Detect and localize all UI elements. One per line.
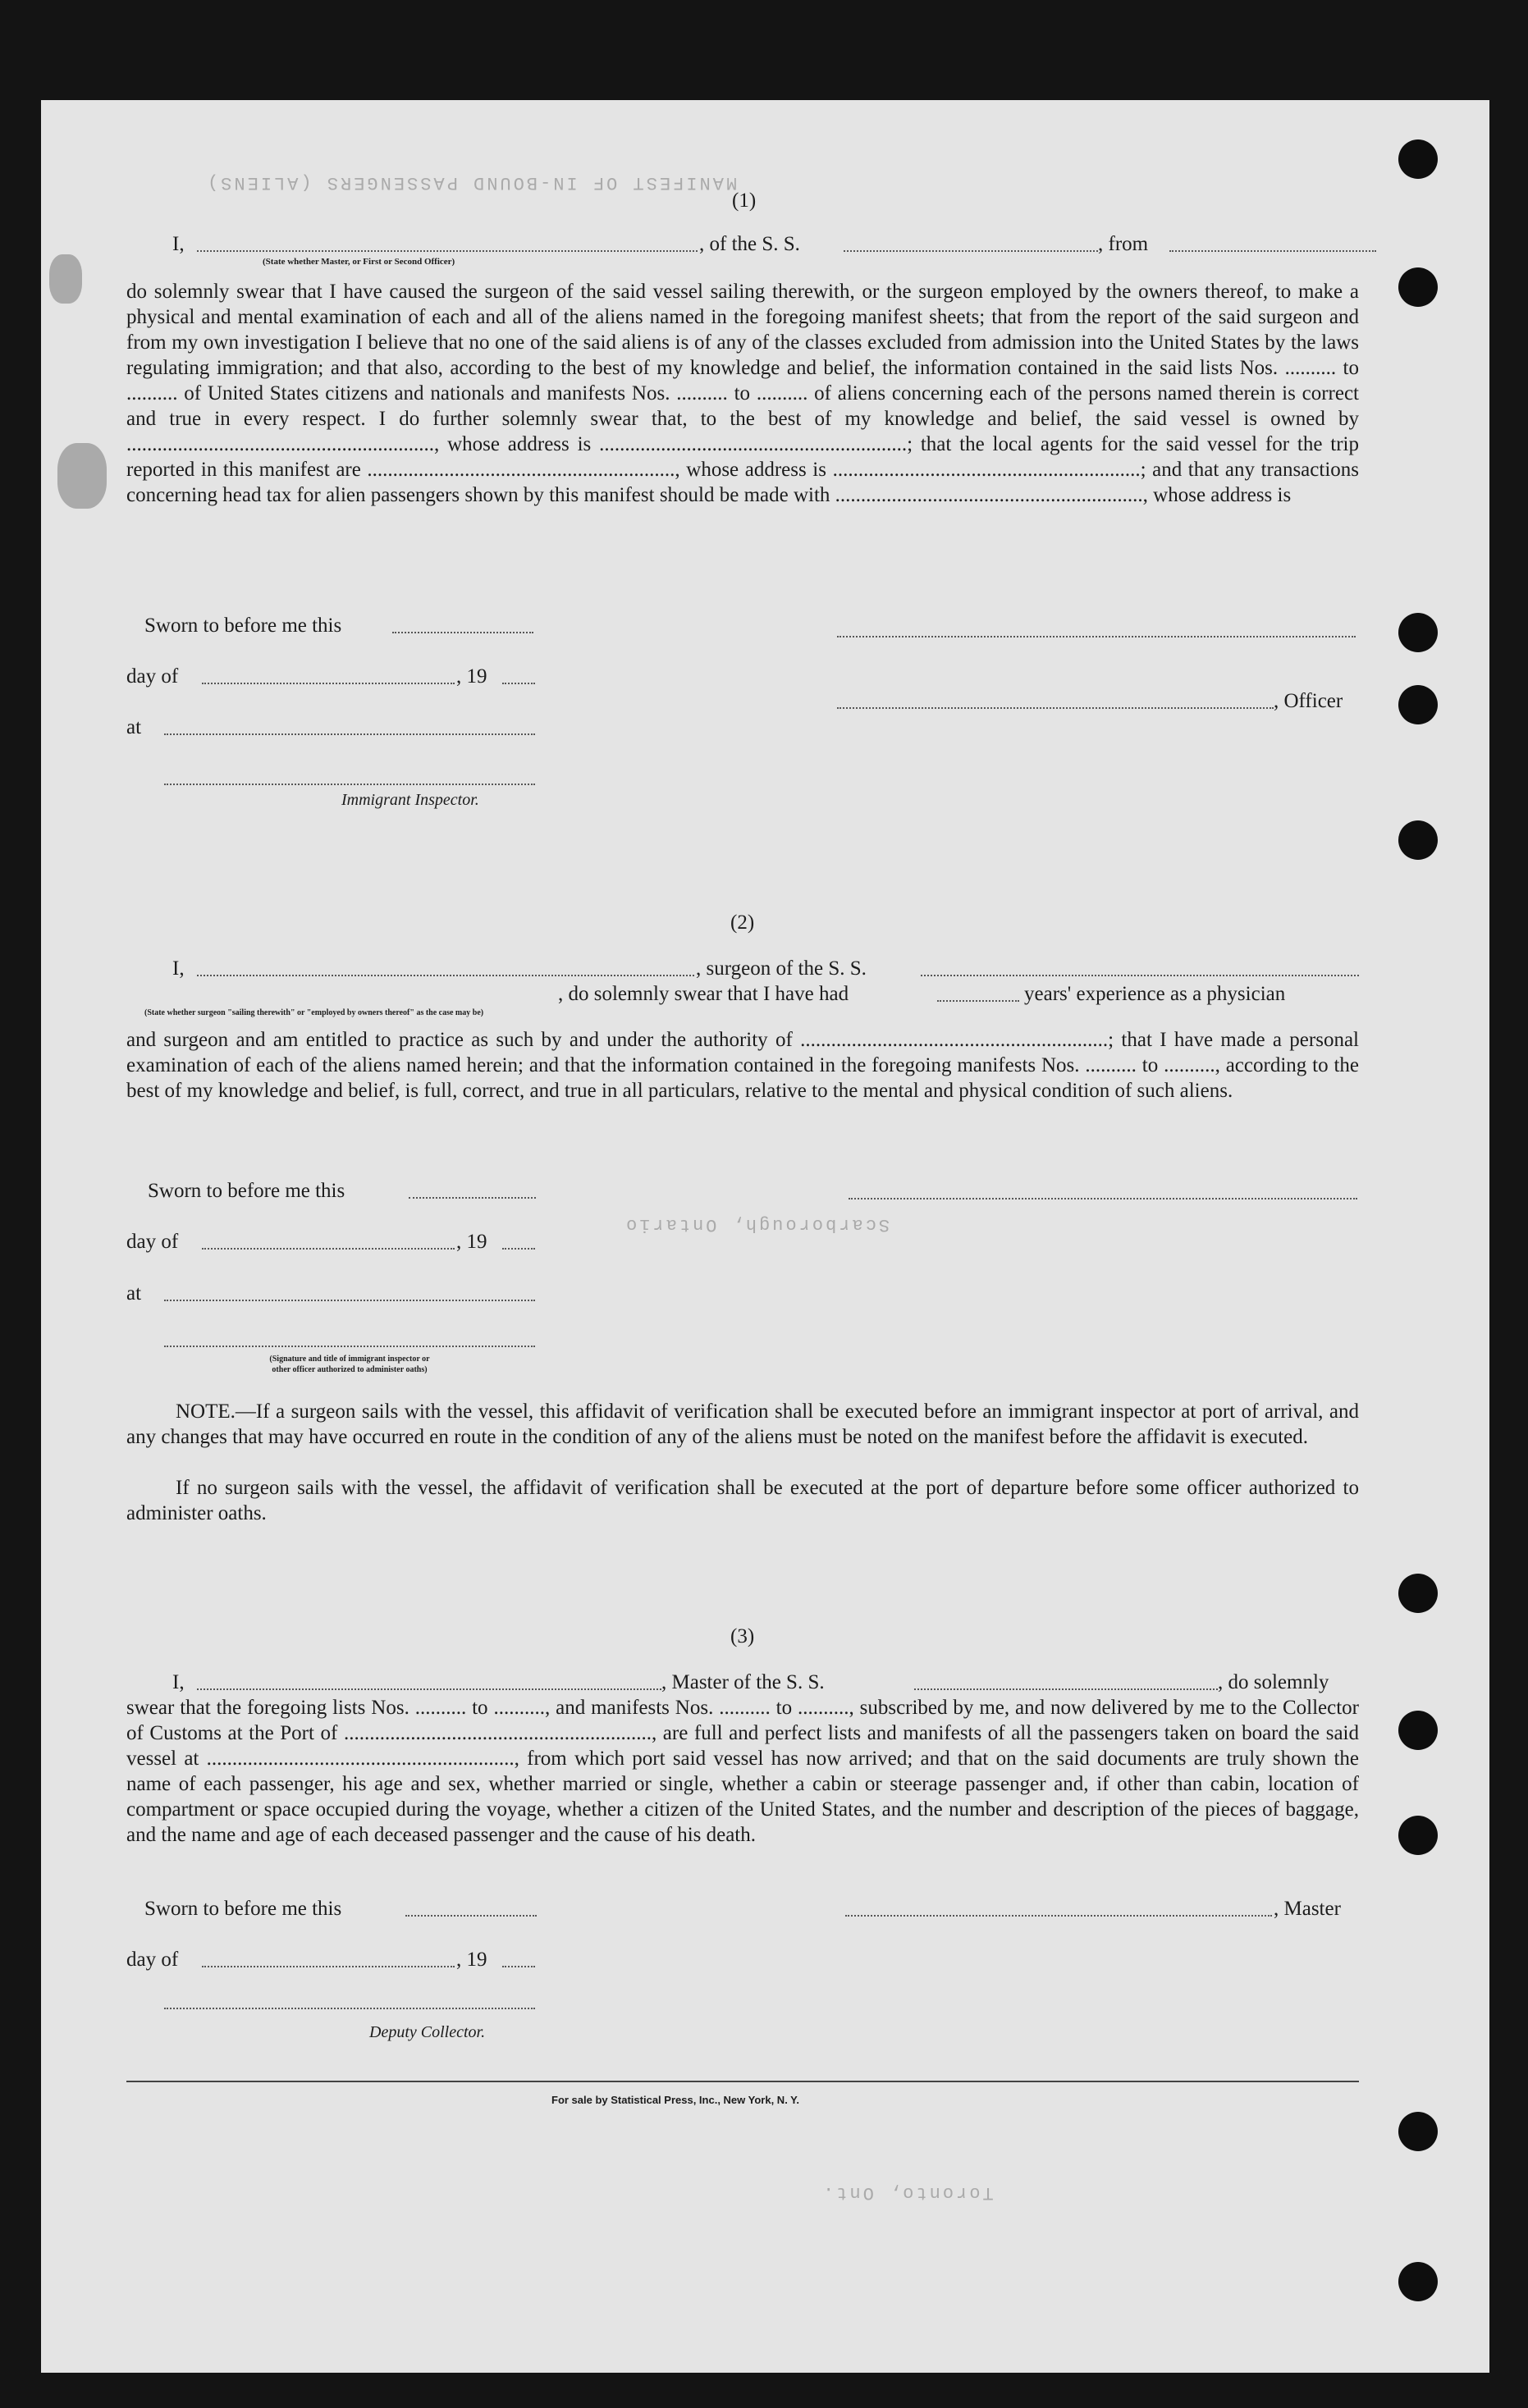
surgeon-vessel-field[interactable]: [921, 975, 1359, 976]
years-label: years' experience as a physician: [1024, 983, 1286, 1005]
section-3-body: swear that the foregoing lists Nos. .......... to .........., and manifests Nos. .......... to .........., subscribed by me, and now delivered by me to the Collector of Customs at the Port of ............................................................, are full and perfect lists and manifests of all the passengers taken on board the said vessel at ............................................................, from which port said vessel has now arrived; and that on the said documents are truly shown the name of each passenger, his age and sex, whether married or single, whether a cabin or steerage passenger and, if other than cabin, location of compartment or space occupied during the voyage, whether a citizen of the United States, and the number and description of the pieces of baggage, and the name and age of each deceased passenger and the cause of his death.: [126, 1697, 1359, 1846]
master-label: , Master: [1274, 1898, 1341, 1920]
surgeon-note: (State whether surgeon "sailing therewith" or "employed by owners thereof" as the case may be): [144, 1008, 484, 1017]
note-body: —If a surgeon sails with the vessel, this affidavit of verification shall be executed before an immigrant inspector at port of arrival, and any changes that may have occurred en route in the condition of any of the aliens must be noted on the manifest before the affidavit is executed.: [126, 1400, 1359, 1448]
from-label: , from: [1098, 233, 1149, 255]
inspector-signature-field[interactable]: [164, 784, 535, 785]
bleed-through-text: MANIFEST OF IN-BOUND PASSENGERS (ALIENS): [205, 172, 738, 193]
at-field-1[interactable]: [164, 733, 535, 735]
day-of-label-2: day of: [126, 1231, 179, 1253]
binder-hole: [1398, 2112, 1438, 2151]
officer-rank-note: (State whether Master, or First or Second Officer): [263, 257, 455, 267]
signature-note-line-1: (Signature and title of immigrant inspector or: [269, 1355, 430, 1364]
year-label-2: , 19: [456, 1231, 487, 1253]
binder-hole: [1398, 613, 1438, 652]
binder-hole: [1398, 820, 1438, 860]
section-2-i-label: I,: [172, 957, 185, 980]
section-1-body: do solemnly swear that I have caused the surgeon of the said vessel sailing therewith, or the surgeon employed by the owners thereof, to make a physical and mental examination of each and all of the aliens named in the foregoing manifest sheets; that from the report of the said surgeon and from my own investigation I believe that no one of the said aliens is of any of the classes excluded from admission into the United States by the laws regulating immigration; and that also, according to the best of my knowledge and belief, the information contained in the said lists Nos. .......... to .......... of United States citizens and nationals and manifests Nos. .......... to .......... of aliens concerning each of the persons named therein is correct and true in every respect. I do further solemnly swear that, to the best of my knowledge and belief, the said vessel is owned by ............................................................, whose address is ............................................................; that the local agents for the said vessel for the trip reported in this manifest are ............................................................, whose address is ............................................................; and that any transactions concerning head tax for alien passengers shown by this manifest should be made with ............................................................, whose address is: [126, 281, 1359, 506]
at-label-2: at: [126, 1282, 142, 1305]
sworn-label-1: Sworn to before me this: [144, 615, 342, 637]
section-3-number: (3): [730, 1625, 755, 1647]
binder-hole: [1398, 1816, 1438, 1855]
binder-hole: [1398, 139, 1438, 179]
bleed-through-text: Scarborough, Ontario: [624, 1214, 890, 1235]
master-signature-line[interactable]: [845, 1915, 1272, 1917]
year-label-1: , 19: [456, 665, 487, 688]
binder-hole: [1398, 1711, 1438, 1750]
authority-signature-field[interactable]: [164, 1346, 535, 1347]
year-label-3: , 19: [456, 1949, 487, 1971]
year-field-1[interactable]: [502, 683, 535, 684]
officer-signature-line-b[interactable]: [837, 707, 1274, 709]
ink-smear: [49, 254, 82, 304]
year-field-3[interactable]: [502, 1966, 535, 1967]
section-1-i-label: I,: [172, 233, 185, 255]
day-of-label-1: day of: [126, 665, 179, 688]
note-paragraph-2: If no surgeon sails with the vessel, the affidavit of verification shall be executed at the port of departure before some officer authorized to administer oaths.: [126, 1477, 1359, 1524]
master-name-field[interactable]: [197, 1688, 661, 1690]
signature-note-line-2: other officer authorized to administer oaths): [272, 1365, 428, 1374]
day-of-label-3: day of: [126, 1949, 179, 1971]
master-vessel-field[interactable]: [914, 1688, 1218, 1690]
solemnly-label: , do solemnly: [1218, 1671, 1329, 1693]
inspector-caption: Immigrant Inspector.: [341, 791, 479, 809]
binder-hole: [1398, 1574, 1438, 1613]
at-label-1: at: [126, 716, 142, 738]
binder-hole: [1398, 267, 1438, 307]
from-port-field[interactable]: [1169, 250, 1376, 252]
note-paragraph: [126, 1399, 1359, 1450]
year-field-2[interactable]: [502, 1248, 535, 1250]
section-2-number: (2): [730, 912, 755, 934]
master-of-label: , Master of the S. S.: [661, 1671, 825, 1693]
footer-rule: [126, 2081, 1359, 2082]
officer-name-field[interactable]: [197, 250, 698, 252]
bleed-through-text: Toronto, Ont.: [821, 2182, 994, 2203]
day-of-field-3[interactable]: [202, 1966, 455, 1967]
surgeon-signature-line[interactable]: [849, 1198, 1357, 1199]
surgeon-of-label: , surgeon of the S. S.: [696, 957, 867, 980]
ink-smear: [57, 443, 107, 509]
section-1-number: (1): [732, 190, 757, 212]
sworn-date-field-2[interactable]: [409, 1197, 536, 1199]
binder-hole: [1398, 2262, 1438, 2301]
section-3-i-label: I,: [172, 1671, 185, 1693]
at-field-2[interactable]: [164, 1300, 535, 1301]
collector-caption: Deputy Collector.: [369, 2023, 486, 2041]
surgeon-swear-label: , do solemnly swear that I have had: [558, 983, 849, 1005]
vessel-name-field[interactable]: [844, 250, 1098, 252]
binder-hole: [1398, 685, 1438, 724]
day-of-field-1[interactable]: [202, 683, 455, 684]
sworn-date-field-3[interactable]: [405, 1915, 537, 1917]
collector-signature-field[interactable]: [164, 2008, 535, 2009]
day-of-field-2[interactable]: [202, 1248, 455, 1250]
footer-imprint: For sale by Statistical Press, Inc., New York, N. Y.: [551, 2094, 800, 2106]
years-experience-field[interactable]: [937, 1000, 1019, 1002]
note-label: NOTE.: [176, 1400, 236, 1423]
officer-signature-line-a[interactable]: [837, 636, 1356, 637]
officer-label: , Officer: [1274, 690, 1343, 712]
sworn-label-2: Sworn to before me this: [148, 1180, 345, 1202]
sworn-date-field-1[interactable]: [392, 632, 533, 633]
sworn-label-3: Sworn to before me this: [144, 1898, 342, 1920]
section-2-body: and surgeon and am entitled to practice as such by and under the authority of ............................................................; that I have made a personal examination of each of the aliens named herein; and that the information contained in the foregoing manifests Nos. .......... to .........., according to the best of my knowledge and belief, is full, correct, and true in all particulars, relative to the mental and physical condition of such aliens.: [126, 1029, 1359, 1102]
of-ss-label: , of the S. S.: [699, 233, 800, 255]
surgeon-name-field[interactable]: [197, 975, 694, 976]
